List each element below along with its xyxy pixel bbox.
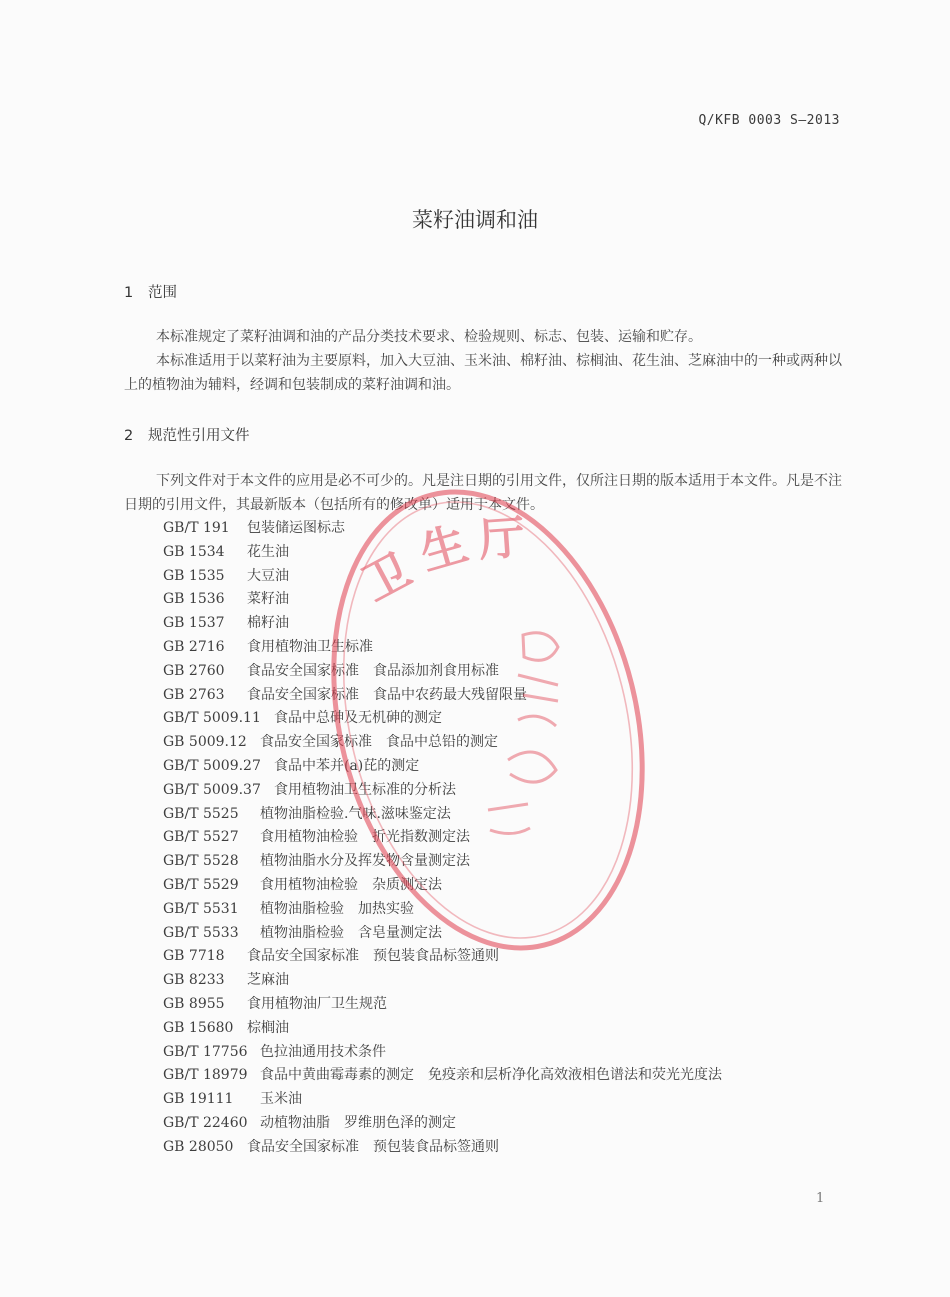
reference-code: GB/T 5528 bbox=[163, 853, 239, 870]
reference-title: 植物油脂检验 加热实验 bbox=[260, 900, 414, 917]
section-number: 2 bbox=[124, 428, 134, 444]
section-number: 1 bbox=[124, 285, 134, 301]
list-item bbox=[163, 588, 722, 612]
reference-code: GB 28050 bbox=[163, 1138, 234, 1155]
reference-code: GB/T 17756 bbox=[163, 1043, 248, 1060]
section-heading-normative-references bbox=[124, 424, 250, 445]
svg-text:卫: 卫 bbox=[353, 542, 420, 612]
list-item bbox=[163, 1088, 722, 1112]
reference-title: 花生油 bbox=[247, 543, 289, 560]
reference-title: 菜籽油 bbox=[247, 591, 289, 608]
list-item bbox=[163, 660, 722, 684]
list-item bbox=[163, 1041, 722, 1065]
reference-code: GB/T 18979 bbox=[163, 1067, 248, 1084]
reference-code: GB/T 5009.27 bbox=[163, 757, 261, 774]
reference-title: 食用植物油检验 杂质测定法 bbox=[260, 876, 442, 893]
list-item bbox=[163, 1136, 722, 1160]
reference-code: GB 1534 bbox=[163, 543, 225, 560]
reference-code: GB 1536 bbox=[163, 591, 225, 608]
document-title: 菜籽油调和油 bbox=[412, 208, 538, 232]
list-item bbox=[163, 517, 722, 541]
reference-list bbox=[163, 517, 722, 1160]
list-item bbox=[163, 922, 722, 946]
reference-code: GB 5009.12 bbox=[163, 734, 247, 751]
reference-code: GB 2763 bbox=[163, 686, 225, 703]
reference-code: GB/T 22460 bbox=[163, 1114, 248, 1131]
reference-code: GB 8233 bbox=[163, 972, 225, 989]
reference-code: GB 2716 bbox=[163, 638, 225, 655]
list-item bbox=[163, 755, 722, 779]
list-item bbox=[163, 826, 722, 850]
reference-title: 食品中总砷及无机砷的测定 bbox=[274, 710, 442, 727]
svg-text:厅: 厅 bbox=[477, 509, 527, 567]
list-item bbox=[163, 684, 722, 708]
reference-title: 芝麻油 bbox=[247, 972, 289, 989]
list-item bbox=[163, 993, 722, 1017]
list-item bbox=[163, 1064, 722, 1088]
page-number: 1 bbox=[816, 1191, 825, 1206]
section-title: 规范性引用文件 bbox=[148, 428, 250, 444]
reference-code: GB 19111 bbox=[163, 1091, 234, 1108]
reference-code: GB/T 5533 bbox=[163, 924, 239, 941]
reference-title: 包装储运图标志 bbox=[247, 520, 345, 536]
list-item bbox=[163, 636, 722, 660]
reference-code: GB 2760 bbox=[163, 662, 225, 679]
reference-title: 植物油脂水分及挥发物含量测定法 bbox=[260, 853, 470, 870]
list-item bbox=[163, 707, 722, 731]
reference-code: GB/T 191 bbox=[163, 520, 230, 536]
list-item bbox=[163, 731, 722, 755]
list-item bbox=[163, 850, 722, 874]
section-title: 范围 bbox=[148, 285, 177, 301]
reference-title: 食品安全国家标准 食品添加剂食用标准 bbox=[247, 662, 499, 679]
scope-paragraph-1: 本标准规定了菜籽油调和油的产品分类技术要求、检验规则、标志、包装、运输和贮存。 bbox=[156, 329, 702, 345]
reference-code: GB 8955 bbox=[163, 995, 225, 1012]
reference-title: 食用植物油检验 折光指数测定法 bbox=[260, 829, 470, 846]
reference-code: GB/T 5009.37 bbox=[163, 781, 261, 798]
reference-code: GB 1537 bbox=[163, 615, 225, 632]
list-item bbox=[163, 1017, 722, 1041]
reference-title: 棕榈油 bbox=[247, 1019, 289, 1036]
reference-code: GB 15680 bbox=[163, 1019, 234, 1036]
reference-title: 玉米油 bbox=[260, 1091, 302, 1108]
scope-paragraph-2: 本标准适用于以菜籽油为主要原料，加入大豆油、玉米油、棉籽油、棕榈油、花生油、芝麻油中的一种或两种以上的植物油为辅料，经调和包装制成的菜籽油调和油。 bbox=[124, 353, 842, 393]
list-item bbox=[163, 969, 722, 993]
standard-code: Q/KFB 0003 S—2013 bbox=[698, 113, 840, 128]
list-item bbox=[163, 874, 722, 898]
list-item bbox=[163, 779, 722, 803]
list-item bbox=[163, 898, 722, 922]
reference-title: 食品中苯并(a)芘的测定 bbox=[274, 757, 420, 774]
references-intro-paragraph: 下列文件对于本文件的应用是必不可少的。凡是注日期的引用文件，仅所注日期的版本适用于本文件。凡是不注日期的引用文件，其最新版本（包括所有的修改单）适用于本文件。 bbox=[124, 473, 842, 513]
reference-code: GB/T 5009.11 bbox=[163, 710, 261, 727]
list-item bbox=[163, 1112, 722, 1136]
reference-code: GB 1535 bbox=[163, 567, 225, 584]
reference-code: GB/T 5529 bbox=[163, 876, 239, 893]
reference-title: 食品安全国家标准 预包装食品标签通则 bbox=[247, 1138, 499, 1155]
reference-title: 食用植物油卫生标准 bbox=[247, 638, 373, 655]
reference-title: 食用植物油卫生标准的分析法 bbox=[274, 781, 456, 798]
reference-title: 色拉油通用技术条件 bbox=[260, 1043, 386, 1060]
reference-title: 食品中黄曲霉毒素的测定 免疫亲和层析净化高效液相色谱法和荧光光度法 bbox=[260, 1067, 722, 1084]
reference-title: 食品安全国家标准 食品中农药最大残留限量 bbox=[247, 686, 527, 703]
reference-title: 食用植物油厂卫生规范 bbox=[247, 995, 387, 1012]
svg-text:生: 生 bbox=[414, 515, 474, 581]
reference-title: 植物油脂检验 含皂量测定法 bbox=[260, 924, 442, 941]
reference-code: GB 7718 bbox=[163, 948, 225, 965]
reference-title: 食品安全国家标准 预包装食品标签通则 bbox=[247, 948, 499, 965]
reference-title: 大豆油 bbox=[247, 567, 289, 584]
list-item bbox=[163, 565, 722, 589]
reference-title: 食品安全国家标准 食品中总铅的测定 bbox=[260, 734, 498, 751]
section-heading-scope bbox=[124, 281, 177, 302]
list-item bbox=[163, 541, 722, 565]
reference-code: GB/T 5527 bbox=[163, 829, 239, 846]
reference-code: GB/T 5531 bbox=[163, 900, 239, 917]
reference-title: 动植物油脂 罗维朋色泽的测定 bbox=[260, 1114, 456, 1131]
list-item bbox=[163, 803, 722, 827]
list-item bbox=[163, 612, 722, 636]
reference-title: 棉籽油 bbox=[247, 615, 289, 632]
list-item bbox=[163, 945, 722, 969]
reference-code: GB/T 5525 bbox=[163, 805, 239, 822]
reference-title: 植物油脂检验.气味.滋味鉴定法 bbox=[260, 805, 451, 822]
